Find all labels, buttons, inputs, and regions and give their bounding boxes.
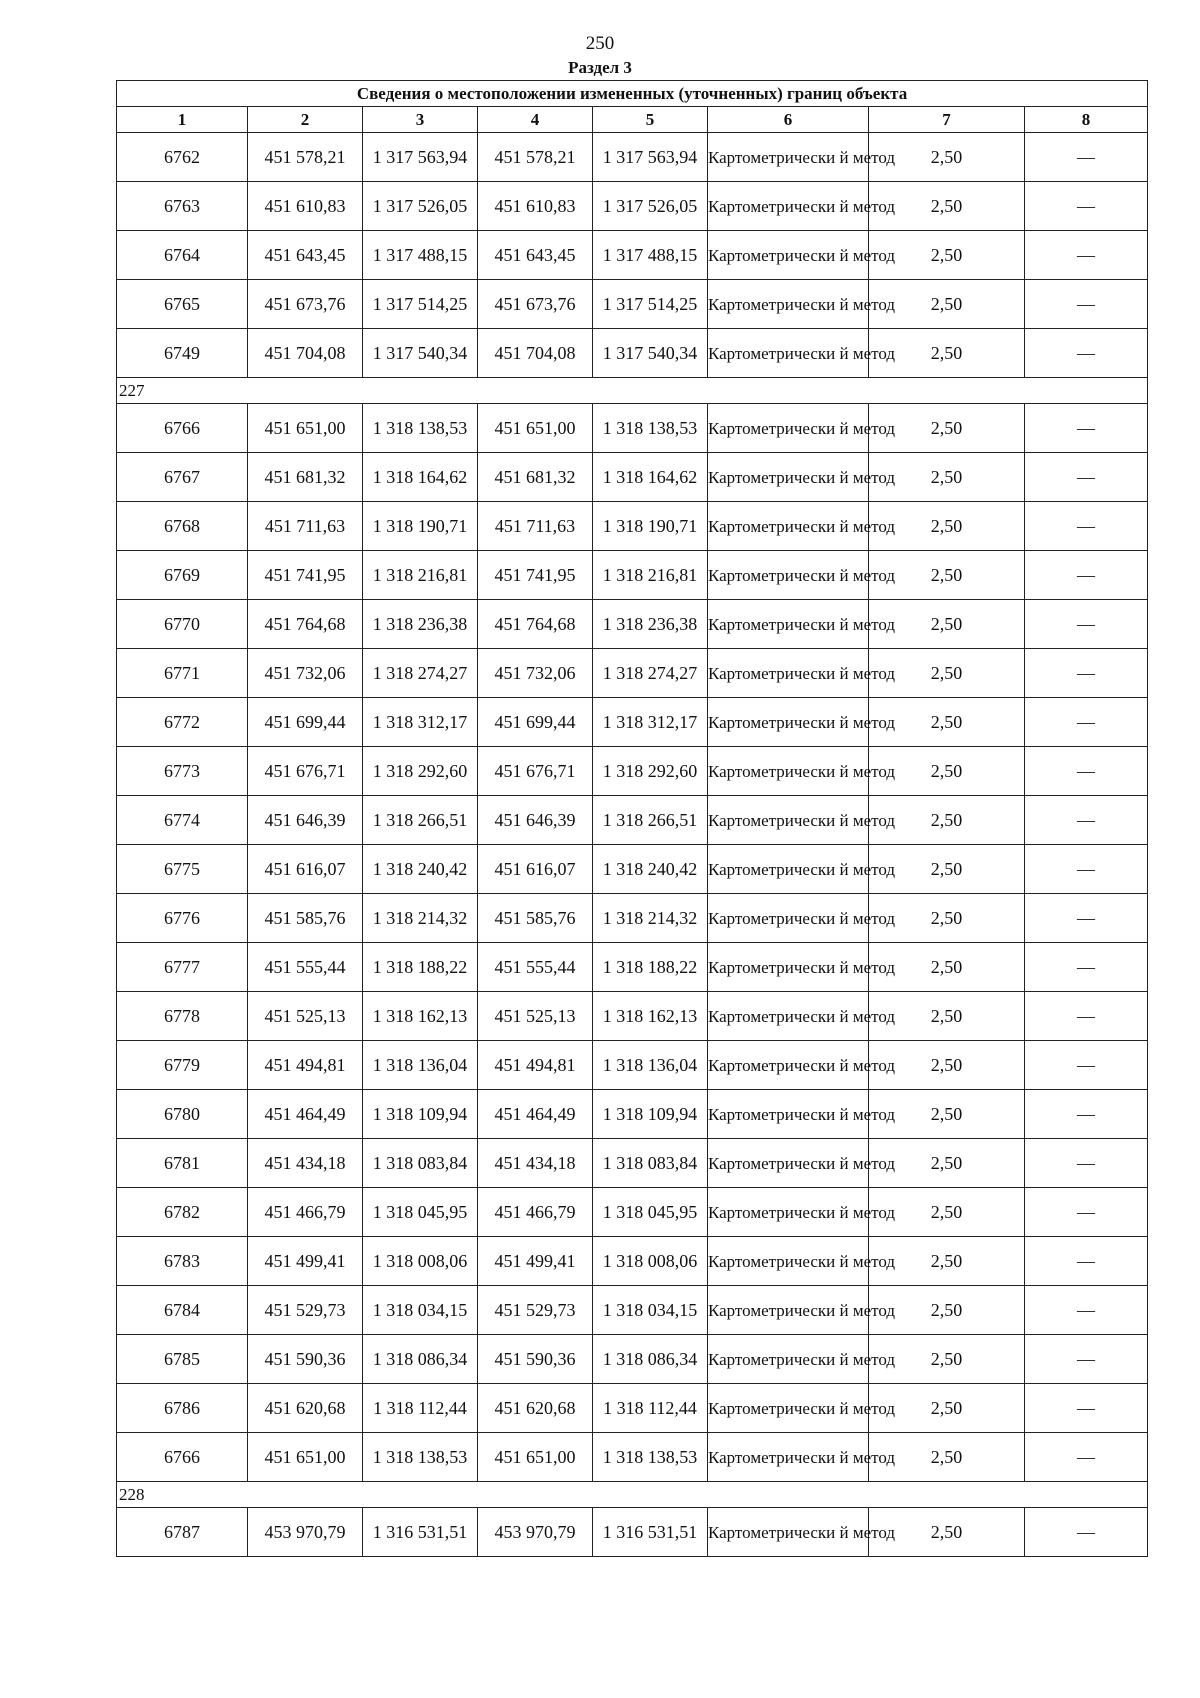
group-label: 228: [117, 1482, 1148, 1508]
y-old-cell: 1 318 109,94: [363, 1090, 478, 1139]
description-cell: —: [1025, 992, 1148, 1041]
y-new-cell: 1 318 188,22: [593, 943, 708, 992]
x-new-cell: 451 610,83: [478, 182, 593, 231]
method-cell: Картометрически й метод: [708, 649, 869, 698]
y-new-cell: 1 317 514,25: [593, 280, 708, 329]
y-new-cell: 1 318 312,17: [593, 698, 708, 747]
point-number-cell: 6772: [117, 698, 248, 747]
x-new-cell: 451 499,41: [478, 1237, 593, 1286]
accuracy-cell: 2,50: [869, 1090, 1025, 1139]
accuracy-cell: 2,50: [869, 649, 1025, 698]
table-row: [117, 133, 1148, 182]
y-old-cell: 1 318 162,13: [363, 992, 478, 1041]
method-cell: Картометрически й метод: [708, 845, 869, 894]
x-old-cell: 451 434,18: [248, 1139, 363, 1188]
accuracy-cell: 2,50: [869, 600, 1025, 649]
y-new-cell: 1 317 488,15: [593, 231, 708, 280]
x-old-cell: 451 741,95: [248, 551, 363, 600]
point-number-cell: 6766: [117, 404, 248, 453]
x-old-cell: 451 620,68: [248, 1384, 363, 1433]
table-row: [117, 1433, 1148, 1482]
table-row: [117, 845, 1148, 894]
y-new-cell: 1 317 526,05: [593, 182, 708, 231]
table-row: [117, 1384, 1148, 1433]
group-label: 227: [117, 378, 1148, 404]
point-number-cell: 6769: [117, 551, 248, 600]
x-new-cell: 451 676,71: [478, 747, 593, 796]
x-old-cell: 451 704,08: [248, 329, 363, 378]
description-cell: —: [1025, 600, 1148, 649]
x-old-cell: 451 673,76: [248, 280, 363, 329]
point-number-cell: 6781: [117, 1139, 248, 1188]
accuracy-cell: 2,50: [869, 453, 1025, 502]
point-number-cell: 6776: [117, 894, 248, 943]
accuracy-cell: 2,50: [869, 992, 1025, 1041]
table-row: [117, 453, 1148, 502]
y-old-cell: 1 318 292,60: [363, 747, 478, 796]
method-cell: Картометрически й метод: [708, 1433, 869, 1482]
table-row: [117, 280, 1148, 329]
x-old-cell: 451 525,13: [248, 992, 363, 1041]
x-new-cell: 451 699,44: [478, 698, 593, 747]
table-row: [117, 894, 1148, 943]
table-row: [117, 551, 1148, 600]
point-number-cell: 6766: [117, 1433, 248, 1482]
description-cell: —: [1025, 280, 1148, 329]
column-header-row: [117, 107, 1148, 133]
accuracy-cell: 2,50: [869, 747, 1025, 796]
y-old-cell: 1 318 274,27: [363, 649, 478, 698]
x-new-cell: 451 434,18: [478, 1139, 593, 1188]
x-new-cell: 451 646,39: [478, 796, 593, 845]
x-new-cell: 451 464,49: [478, 1090, 593, 1139]
point-number-cell: 6784: [117, 1286, 248, 1335]
table-row: [117, 649, 1148, 698]
table-body: [117, 133, 1148, 1557]
column-header: 7: [869, 107, 1025, 133]
y-old-cell: 1 318 214,32: [363, 894, 478, 943]
description-cell: —: [1025, 1041, 1148, 1090]
y-old-cell: 1 318 164,62: [363, 453, 478, 502]
y-old-cell: 1 317 526,05: [363, 182, 478, 231]
description-cell: —: [1025, 1433, 1148, 1482]
y-old-cell: 1 318 138,53: [363, 1433, 478, 1482]
point-number-cell: 6770: [117, 600, 248, 649]
table-row: [117, 182, 1148, 231]
table-caption: Сведения о местоположении измененных (уточненных) границ объекта: [117, 81, 1148, 107]
accuracy-cell: 2,50: [869, 280, 1025, 329]
x-old-cell: 451 610,83: [248, 182, 363, 231]
method-cell: Картометрически й метод: [708, 992, 869, 1041]
point-number-cell: 6773: [117, 747, 248, 796]
point-number-cell: 6771: [117, 649, 248, 698]
description-cell: —: [1025, 1384, 1148, 1433]
x-old-cell: 451 699,44: [248, 698, 363, 747]
accuracy-cell: 2,50: [869, 1139, 1025, 1188]
accuracy-cell: 2,50: [869, 1188, 1025, 1237]
point-number-cell: 6779: [117, 1041, 248, 1090]
x-new-cell: 451 704,08: [478, 329, 593, 378]
y-new-cell: 1 317 563,94: [593, 133, 708, 182]
x-old-cell: 451 764,68: [248, 600, 363, 649]
accuracy-cell: 2,50: [869, 551, 1025, 600]
y-new-cell: 1 318 266,51: [593, 796, 708, 845]
y-new-cell: 1 318 086,34: [593, 1335, 708, 1384]
x-new-cell: 451 555,44: [478, 943, 593, 992]
description-cell: —: [1025, 943, 1148, 992]
y-new-cell: 1 317 540,34: [593, 329, 708, 378]
y-new-cell: 1 318 008,06: [593, 1237, 708, 1286]
y-old-cell: 1 318 236,38: [363, 600, 478, 649]
method-cell: Картометрически й метод: [708, 502, 869, 551]
accuracy-cell: 2,50: [869, 502, 1025, 551]
method-cell: Картометрически й метод: [708, 280, 869, 329]
x-old-cell: 451 616,07: [248, 845, 363, 894]
x-new-cell: 451 764,68: [478, 600, 593, 649]
point-number-cell: 6762: [117, 133, 248, 182]
point-number-cell: 6767: [117, 453, 248, 502]
x-new-cell: 451 651,00: [478, 404, 593, 453]
method-cell: Картометрически й метод: [708, 1286, 869, 1335]
column-header: 4: [478, 107, 593, 133]
method-cell: Картометрически й метод: [708, 1188, 869, 1237]
table-row: [117, 943, 1148, 992]
y-old-cell: 1 318 240,42: [363, 845, 478, 894]
method-cell: Картометрически й метод: [708, 943, 869, 992]
table-row: [117, 747, 1148, 796]
table-row: [117, 1286, 1148, 1335]
x-old-cell: 451 651,00: [248, 1433, 363, 1482]
section-title: Раздел 3: [568, 58, 632, 77]
description-cell: —: [1025, 329, 1148, 378]
accuracy-cell: 2,50: [869, 404, 1025, 453]
y-old-cell: 1 317 563,94: [363, 133, 478, 182]
description-cell: —: [1025, 1139, 1148, 1188]
x-old-cell: 451 643,45: [248, 231, 363, 280]
accuracy-cell: 2,50: [869, 1335, 1025, 1384]
x-new-cell: 451 732,06: [478, 649, 593, 698]
y-old-cell: 1 318 112,44: [363, 1384, 478, 1433]
method-cell: Картометрически й метод: [708, 1384, 869, 1433]
method-cell: Картометрически й метод: [708, 600, 869, 649]
table-row: [117, 1237, 1148, 1286]
table-row: [117, 231, 1148, 280]
group-row: [117, 1482, 1148, 1508]
method-cell: Картометрически й метод: [708, 1090, 869, 1139]
y-new-cell: 1 318 138,53: [593, 1433, 708, 1482]
table-row: [117, 329, 1148, 378]
description-cell: —: [1025, 453, 1148, 502]
x-old-cell: 451 494,81: [248, 1041, 363, 1090]
column-header: 3: [363, 107, 478, 133]
accuracy-cell: 2,50: [869, 182, 1025, 231]
y-old-cell: 1 318 190,71: [363, 502, 478, 551]
method-cell: Картометрически й метод: [708, 747, 869, 796]
x-new-cell: 451 525,13: [478, 992, 593, 1041]
accuracy-cell: 2,50: [869, 1384, 1025, 1433]
method-cell: Картометрически й метод: [708, 404, 869, 453]
table-row: [117, 1041, 1148, 1090]
y-old-cell: 1 318 312,17: [363, 698, 478, 747]
method-cell: Картометрически й метод: [708, 133, 869, 182]
description-cell: —: [1025, 698, 1148, 747]
table-row: [117, 1335, 1148, 1384]
accuracy-cell: 2,50: [869, 1433, 1025, 1482]
point-number-cell: 6765: [117, 280, 248, 329]
method-cell: Картометрически й метод: [708, 551, 869, 600]
table-row: [117, 502, 1148, 551]
y-old-cell: 1 318 136,04: [363, 1041, 478, 1090]
y-new-cell: 1 318 083,84: [593, 1139, 708, 1188]
method-cell: Картометрически й метод: [708, 329, 869, 378]
accuracy-cell: 2,50: [869, 1286, 1025, 1335]
x-new-cell: 451 673,76: [478, 280, 593, 329]
point-number-cell: 6778: [117, 992, 248, 1041]
description-cell: —: [1025, 1237, 1148, 1286]
point-number-cell: 6783: [117, 1237, 248, 1286]
description-cell: —: [1025, 796, 1148, 845]
description-cell: —: [1025, 502, 1148, 551]
description-cell: —: [1025, 1090, 1148, 1139]
accuracy-cell: 2,50: [869, 943, 1025, 992]
y-new-cell: 1 318 214,32: [593, 894, 708, 943]
method-cell: Картометрически й метод: [708, 698, 869, 747]
method-cell: Картометрически й метод: [708, 894, 869, 943]
method-cell: Картометрически й метод: [708, 231, 869, 280]
point-number-cell: 6777: [117, 943, 248, 992]
x-new-cell: 451 711,63: [478, 502, 593, 551]
table-row: [117, 600, 1148, 649]
x-old-cell: 451 499,41: [248, 1237, 363, 1286]
y-old-cell: 1 317 540,34: [363, 329, 478, 378]
accuracy-cell: 2,50: [869, 329, 1025, 378]
y-new-cell: 1 318 292,60: [593, 747, 708, 796]
y-new-cell: 1 318 236,38: [593, 600, 708, 649]
y-old-cell: 1 318 086,34: [363, 1335, 478, 1384]
point-number-cell: 6780: [117, 1090, 248, 1139]
accuracy-cell: 2,50: [869, 894, 1025, 943]
y-new-cell: 1 318 274,27: [593, 649, 708, 698]
point-number-cell: 6785: [117, 1335, 248, 1384]
method-cell: Картометрически й метод: [708, 796, 869, 845]
y-old-cell: 1 318 034,15: [363, 1286, 478, 1335]
x-new-cell: 451 466,79: [478, 1188, 593, 1237]
description-cell: —: [1025, 747, 1148, 796]
point-number-cell: 6782: [117, 1188, 248, 1237]
table-row: [117, 1090, 1148, 1139]
x-old-cell: 451 732,06: [248, 649, 363, 698]
y-new-cell: 1 318 162,13: [593, 992, 708, 1041]
description-cell: —: [1025, 1286, 1148, 1335]
method-cell: Картометрически й метод: [708, 1508, 869, 1557]
group-row: [117, 378, 1148, 404]
x-old-cell: 451 676,71: [248, 747, 363, 796]
accuracy-cell: 2,50: [869, 1508, 1025, 1557]
y-old-cell: 1 316 531,51: [363, 1508, 478, 1557]
method-cell: Картометрически й метод: [708, 1139, 869, 1188]
y-old-cell: 1 318 045,95: [363, 1188, 478, 1237]
table-row: [117, 992, 1148, 1041]
method-cell: Картометрически й метод: [708, 453, 869, 502]
point-number-cell: 6763: [117, 182, 248, 231]
coordinates-table: [116, 80, 1148, 1557]
point-number-cell: 6774: [117, 796, 248, 845]
description-cell: —: [1025, 551, 1148, 600]
x-new-cell: 451 590,36: [478, 1335, 593, 1384]
x-old-cell: 451 555,44: [248, 943, 363, 992]
x-old-cell: 451 681,32: [248, 453, 363, 502]
x-new-cell: 451 643,45: [478, 231, 593, 280]
table-caption-row: [117, 81, 1148, 107]
y-old-cell: 1 318 008,06: [363, 1237, 478, 1286]
accuracy-cell: 2,50: [869, 845, 1025, 894]
method-cell: Картометрически й метод: [708, 182, 869, 231]
y-new-cell: 1 318 034,15: [593, 1286, 708, 1335]
description-cell: —: [1025, 231, 1148, 280]
x-old-cell: 451 578,21: [248, 133, 363, 182]
x-old-cell: 451 466,79: [248, 1188, 363, 1237]
x-old-cell: 451 464,49: [248, 1090, 363, 1139]
y-old-cell: 1 318 216,81: [363, 551, 478, 600]
y-new-cell: 1 316 531,51: [593, 1508, 708, 1557]
accuracy-cell: 2,50: [869, 796, 1025, 845]
x-old-cell: 451 590,36: [248, 1335, 363, 1384]
y-old-cell: 1 318 266,51: [363, 796, 478, 845]
point-number-cell: 6749: [117, 329, 248, 378]
x-new-cell: 453 970,79: [478, 1508, 593, 1557]
column-header: 6: [708, 107, 869, 133]
x-new-cell: 451 741,95: [478, 551, 593, 600]
accuracy-cell: 2,50: [869, 133, 1025, 182]
point-number-cell: 6764: [117, 231, 248, 280]
column-header: 5: [593, 107, 708, 133]
y-old-cell: 1 318 188,22: [363, 943, 478, 992]
description-cell: —: [1025, 845, 1148, 894]
y-old-cell: 1 318 083,84: [363, 1139, 478, 1188]
table-row: [117, 796, 1148, 845]
y-old-cell: 1 317 514,25: [363, 280, 478, 329]
y-old-cell: 1 318 138,53: [363, 404, 478, 453]
y-new-cell: 1 318 216,81: [593, 551, 708, 600]
table-row: [117, 1139, 1148, 1188]
accuracy-cell: 2,50: [869, 1041, 1025, 1090]
method-cell: Картометрически й метод: [708, 1041, 869, 1090]
accuracy-cell: 2,50: [869, 1237, 1025, 1286]
y-old-cell: 1 317 488,15: [363, 231, 478, 280]
y-new-cell: 1 318 045,95: [593, 1188, 708, 1237]
description-cell: —: [1025, 404, 1148, 453]
method-cell: Картометрически й метод: [708, 1237, 869, 1286]
table-row: [117, 1188, 1148, 1237]
y-new-cell: 1 318 138,53: [593, 404, 708, 453]
y-new-cell: 1 318 240,42: [593, 845, 708, 894]
x-old-cell: 451 651,00: [248, 404, 363, 453]
y-new-cell: 1 318 136,04: [593, 1041, 708, 1090]
x-old-cell: 451 646,39: [248, 796, 363, 845]
column-header: 1: [117, 107, 248, 133]
point-number-cell: 6775: [117, 845, 248, 894]
table-row: [117, 698, 1148, 747]
page-number: 250: [585, 33, 615, 54]
x-new-cell: 451 585,76: [478, 894, 593, 943]
y-new-cell: 1 318 164,62: [593, 453, 708, 502]
point-number-cell: 6768: [117, 502, 248, 551]
accuracy-cell: 2,50: [869, 698, 1025, 747]
description-cell: —: [1025, 1188, 1148, 1237]
description-cell: —: [1025, 1508, 1148, 1557]
x-old-cell: 451 585,76: [248, 894, 363, 943]
y-new-cell: 1 318 190,71: [593, 502, 708, 551]
description-cell: —: [1025, 649, 1148, 698]
x-old-cell: 451 529,73: [248, 1286, 363, 1335]
accuracy-cell: 2,50: [869, 231, 1025, 280]
point-number-cell: 6786: [117, 1384, 248, 1433]
x-old-cell: 451 711,63: [248, 502, 363, 551]
column-header: 8: [1025, 107, 1148, 133]
table-row: [117, 404, 1148, 453]
x-new-cell: 451 529,73: [478, 1286, 593, 1335]
table-row: [117, 1508, 1148, 1557]
description-cell: —: [1025, 133, 1148, 182]
y-new-cell: 1 318 112,44: [593, 1384, 708, 1433]
x-old-cell: 453 970,79: [248, 1508, 363, 1557]
description-cell: —: [1025, 182, 1148, 231]
point-number-cell: 6787: [117, 1508, 248, 1557]
x-new-cell: 451 578,21: [478, 133, 593, 182]
x-new-cell: 451 616,07: [478, 845, 593, 894]
column-header: 2: [248, 107, 363, 133]
description-cell: —: [1025, 894, 1148, 943]
method-cell: Картометрически й метод: [708, 1335, 869, 1384]
description-cell: —: [1025, 1335, 1148, 1384]
y-new-cell: 1 318 109,94: [593, 1090, 708, 1139]
x-new-cell: 451 681,32: [478, 453, 593, 502]
x-new-cell: 451 494,81: [478, 1041, 593, 1090]
x-new-cell: 451 620,68: [478, 1384, 593, 1433]
x-new-cell: 451 651,00: [478, 1433, 593, 1482]
